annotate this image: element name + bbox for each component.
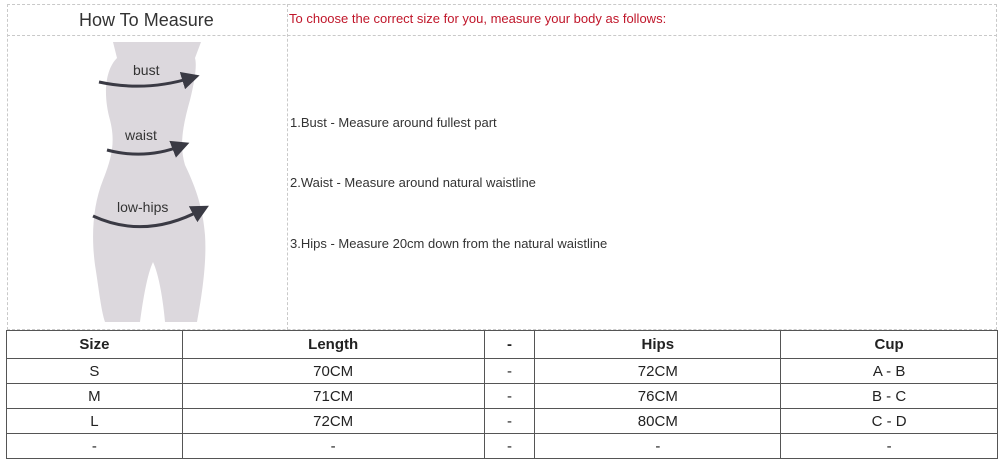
header-cup: Cup <box>781 331 998 359</box>
table-header-row <box>7 331 998 359</box>
waist-instruction: 2.Waist - Measure around natural waistline <box>290 175 536 190</box>
cell-hips: 80CM <box>535 409 781 434</box>
measure-intro-text: To choose the correct size for you, measure your body as follows: <box>289 11 667 26</box>
waist-label: waist <box>125 127 157 143</box>
body-measure-figure <box>85 40 225 325</box>
cell-cup: A - B <box>781 359 998 384</box>
size-chart-table <box>6 330 998 459</box>
hips-label: low-hips <box>117 199 169 215</box>
cell-hips: 76CM <box>535 384 781 409</box>
table-row <box>7 359 998 384</box>
table-row <box>7 434 998 459</box>
cell-cup: C - D <box>781 409 998 434</box>
header-length: Length <box>182 331 484 359</box>
table-row <box>7 384 998 409</box>
guide-divider-horizontal <box>7 35 997 36</box>
cell-size: - <box>7 434 183 459</box>
bust-label: bust <box>133 62 160 78</box>
cell-blank: - <box>484 434 535 459</box>
cell-blank: - <box>484 359 535 384</box>
header-size: Size <box>7 331 183 359</box>
cell-size: L <box>7 409 183 434</box>
cell-hips: - <box>535 434 781 459</box>
cell-length: - <box>182 434 484 459</box>
cell-blank: - <box>484 384 535 409</box>
cell-length: 70CM <box>182 359 484 384</box>
header-hips: Hips <box>535 331 781 359</box>
cell-length: 71CM <box>182 384 484 409</box>
table-row <box>7 409 998 434</box>
bust-instruction: 1.Bust - Measure around fullest part <box>290 115 497 130</box>
cell-cup: B - C <box>781 384 998 409</box>
cell-size: S <box>7 359 183 384</box>
cell-cup: - <box>781 434 998 459</box>
guide-divider-vertical <box>287 4 288 330</box>
how-to-measure-heading: How To Measure <box>79 10 214 30</box>
cell-length: 72CM <box>182 409 484 434</box>
hips-instruction: 3.Hips - Measure 20cm down from the natural waistline <box>290 236 608 251</box>
header-blank: - <box>484 331 535 359</box>
cell-size: M <box>7 384 183 409</box>
cell-hips: 72CM <box>535 359 781 384</box>
cell-blank: - <box>484 409 535 434</box>
